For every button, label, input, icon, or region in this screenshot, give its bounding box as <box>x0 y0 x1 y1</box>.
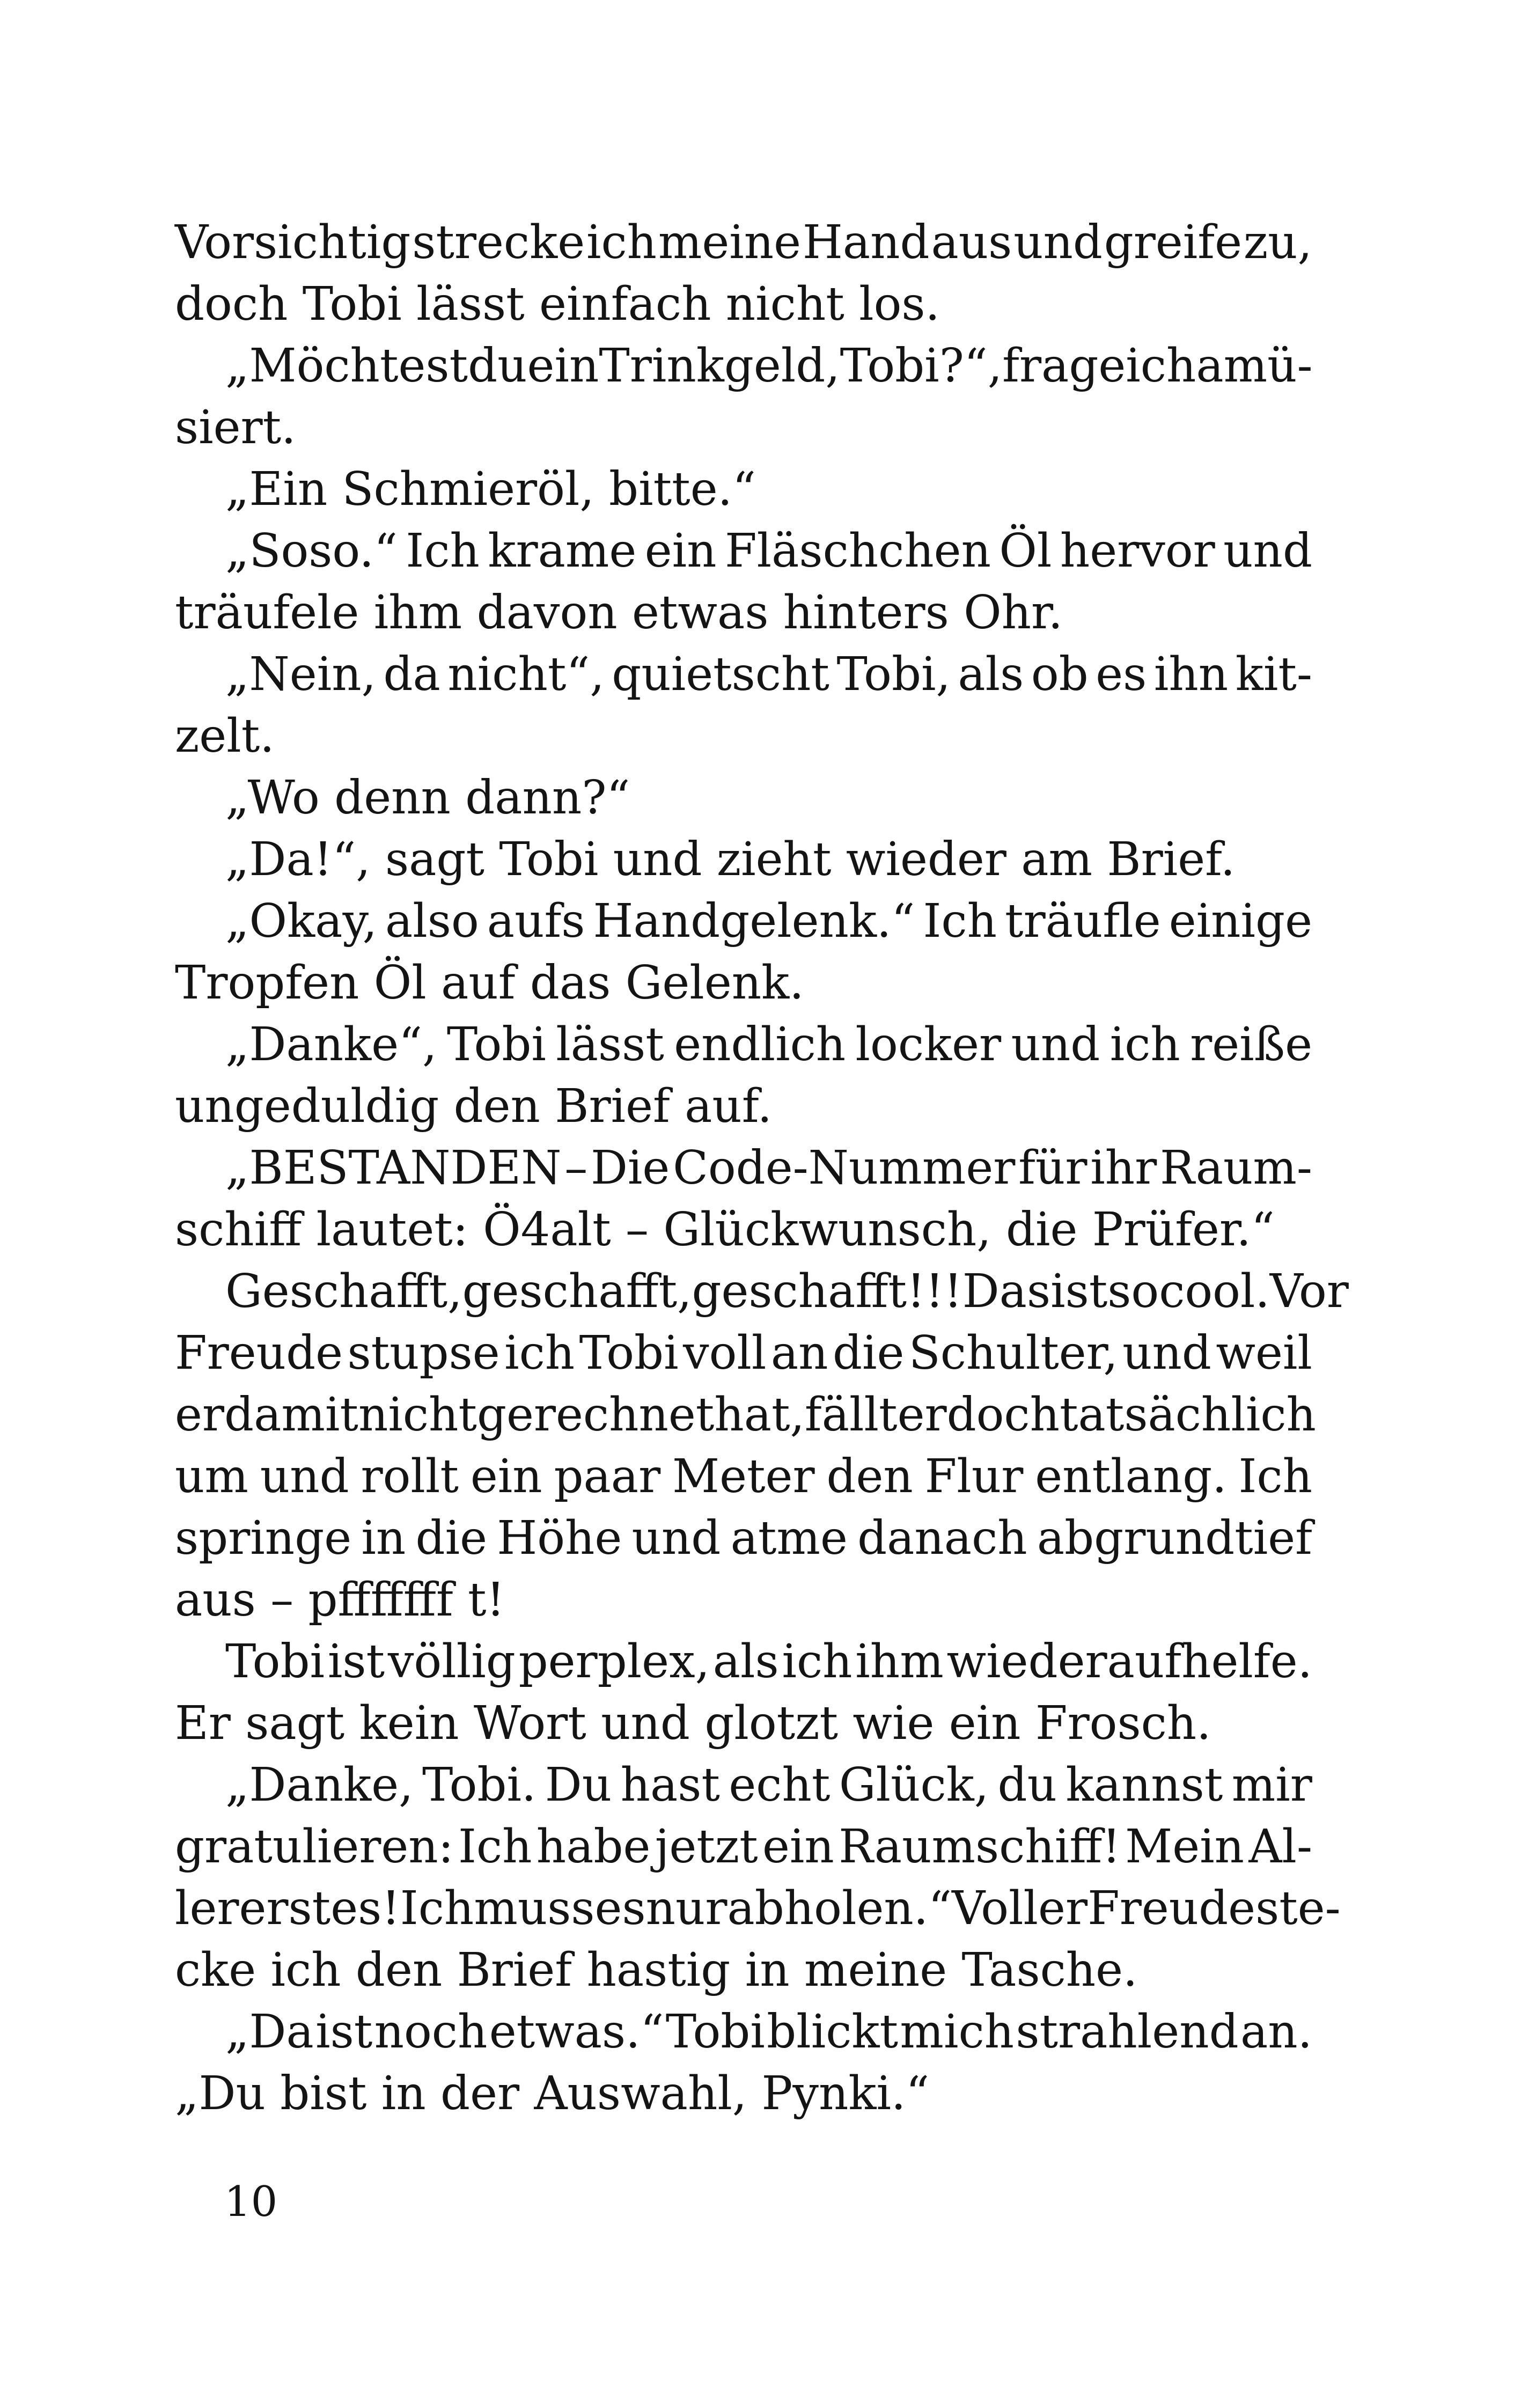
text-line: er damit nicht gerechnet hat, fällt er doch tatsächlich <box>175 1388 1316 1442</box>
text-line: um und rollt ein paar Meter den Flur entlang. Ich <box>175 1450 1312 1503</box>
text-line: Tobi ist völlig perplex, als ich ihm wiederaufhelfe. <box>225 1635 1312 1688</box>
text-line: Geschafft, geschafft, geschafft!!! Das ist so cool. Vor <box>225 1265 1349 1318</box>
page-number: 10 <box>224 2178 278 2226</box>
text-line: doch Tobi lässt einfach nicht los. <box>175 277 940 331</box>
text-line: „Ein Schmieröl, bitte.“ <box>225 462 756 516</box>
text-line: „Danke, Tobi. Du hast echt Glück, du kannst mir <box>225 1758 1312 1812</box>
text-line: Freude stupse ich Tobi voll an die Schulter, und weil <box>175 1326 1312 1380</box>
text-line: zelt. <box>175 709 275 763</box>
text-line: „Du bist in der Auswahl, Pynki.“ <box>175 2067 930 2120</box>
text-line: „Soso.“ Ich krame ein Fläschchen Öl hervor und <box>225 524 1312 578</box>
text-line: Tropfen Öl auf das Gelenk. <box>175 956 804 1010</box>
text-line: „Okay, also aufs Handgelenk.“ Ich träufle einige <box>225 894 1312 948</box>
text-line: siert. <box>175 401 296 454</box>
text-line: „BESTANDEN – Die Code-Nummer für ihr Raum- <box>225 1141 1312 1195</box>
text-line: Vorsichtig strecke ich meine Hand aus und greife zu, <box>175 216 1312 269</box>
text-line: lererstes! Ich muss es nur abholen.“ Voller Freude ste- <box>175 1882 1341 1935</box>
text-line: Er sagt kein Wort und glotzt wie ein Frosch. <box>175 1697 1211 1750</box>
text-line: „Da ist noch etwas.“ Tobi blickt mich strahlend an. <box>225 2005 1312 2059</box>
text-line: springe in die Höhe und atme danach abgrundtief <box>175 1511 1312 1565</box>
text-line: träufele ihm davon etwas hinters Ohr. <box>175 586 1063 640</box>
text-line: „Danke“, Tobi lässt endlich locker und ich reiße <box>225 1018 1312 1071</box>
text-line: „Nein, da nicht“, quietscht Tobi, als ob es ihn kit- <box>225 648 1312 701</box>
text-line: aus – pfffffff t! <box>175 1573 505 1627</box>
body-text <box>175 212 1349 2125</box>
text-line: ungeduldig den Brief auf. <box>175 1080 772 1133</box>
text-line: cke ich den Brief hastig in meine Tasche. <box>175 1943 1138 1997</box>
text-line: „Wo denn dann?“ <box>225 771 630 825</box>
text-line: „Da!“, sagt Tobi und zieht wieder am Brief. <box>225 833 1236 886</box>
text-line: gratulieren: Ich habe jetzt ein Raumschiff! Mein Al- <box>175 1820 1312 1874</box>
text-line: „Möchtest du ein Trinkgeld, Tobi?“, frage ich amü- <box>225 339 1313 393</box>
text-line: schiff lautet: Ö4alt – Glückwunsch, die Prüfer.“ <box>175 1203 1275 1257</box>
